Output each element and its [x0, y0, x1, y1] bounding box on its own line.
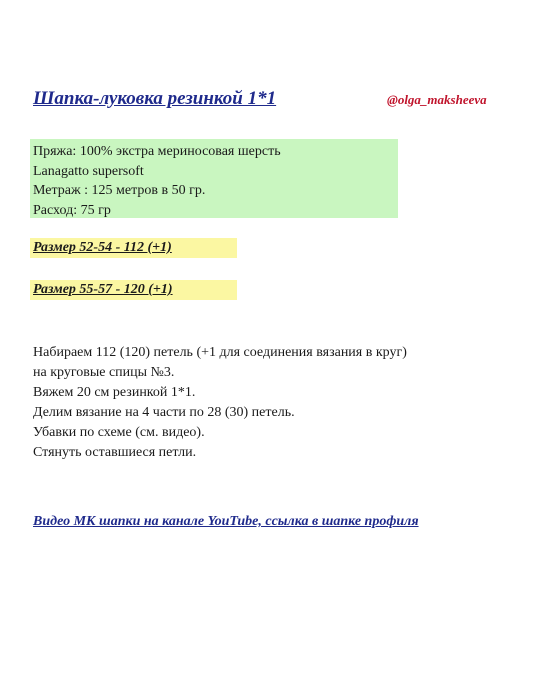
- yarn-brand: Lanagatto supersoft: [33, 163, 144, 179]
- size-option-55-57: Размер 55-57 - 120 (+1): [30, 280, 237, 300]
- instruction-line: Вяжем 20 см резинкой 1*1.: [33, 385, 196, 400]
- size-option-52-54: Размер 52-54 - 112 (+1): [30, 238, 237, 258]
- yarn-consumption: Расход: 75 гр: [33, 202, 111, 218]
- yarn-info-box: [30, 139, 398, 218]
- instruction-line: Стянуть оставшиеся петли.: [33, 445, 197, 460]
- instruction-line: Набираем 112 (120) петель (+1 для соединения вязания в круг): [33, 345, 407, 360]
- instruction-line: Убавки по схеме (см. видео).: [33, 425, 205, 440]
- pattern-title: Шапка-луковка резинкой 1*1: [33, 88, 277, 109]
- yarn-composition: Пряжа: 100% экстра мериносовая шерсть: [33, 144, 281, 159]
- instruction-line: на круговые спицы №3.: [33, 365, 175, 380]
- yarn-length: Метраж : 125 метров в 50 гр.: [33, 183, 206, 198]
- video-link[interactable]: Видео МК шапки на канале YouTube, ссылка в шапке профиля: [33, 514, 419, 529]
- instructions-block: [33, 343, 407, 463]
- instruction-line: Делим вязание на 4 части по 28 (30) петель.: [33, 405, 295, 420]
- author-handle: @olga_maksheeva: [387, 92, 487, 107]
